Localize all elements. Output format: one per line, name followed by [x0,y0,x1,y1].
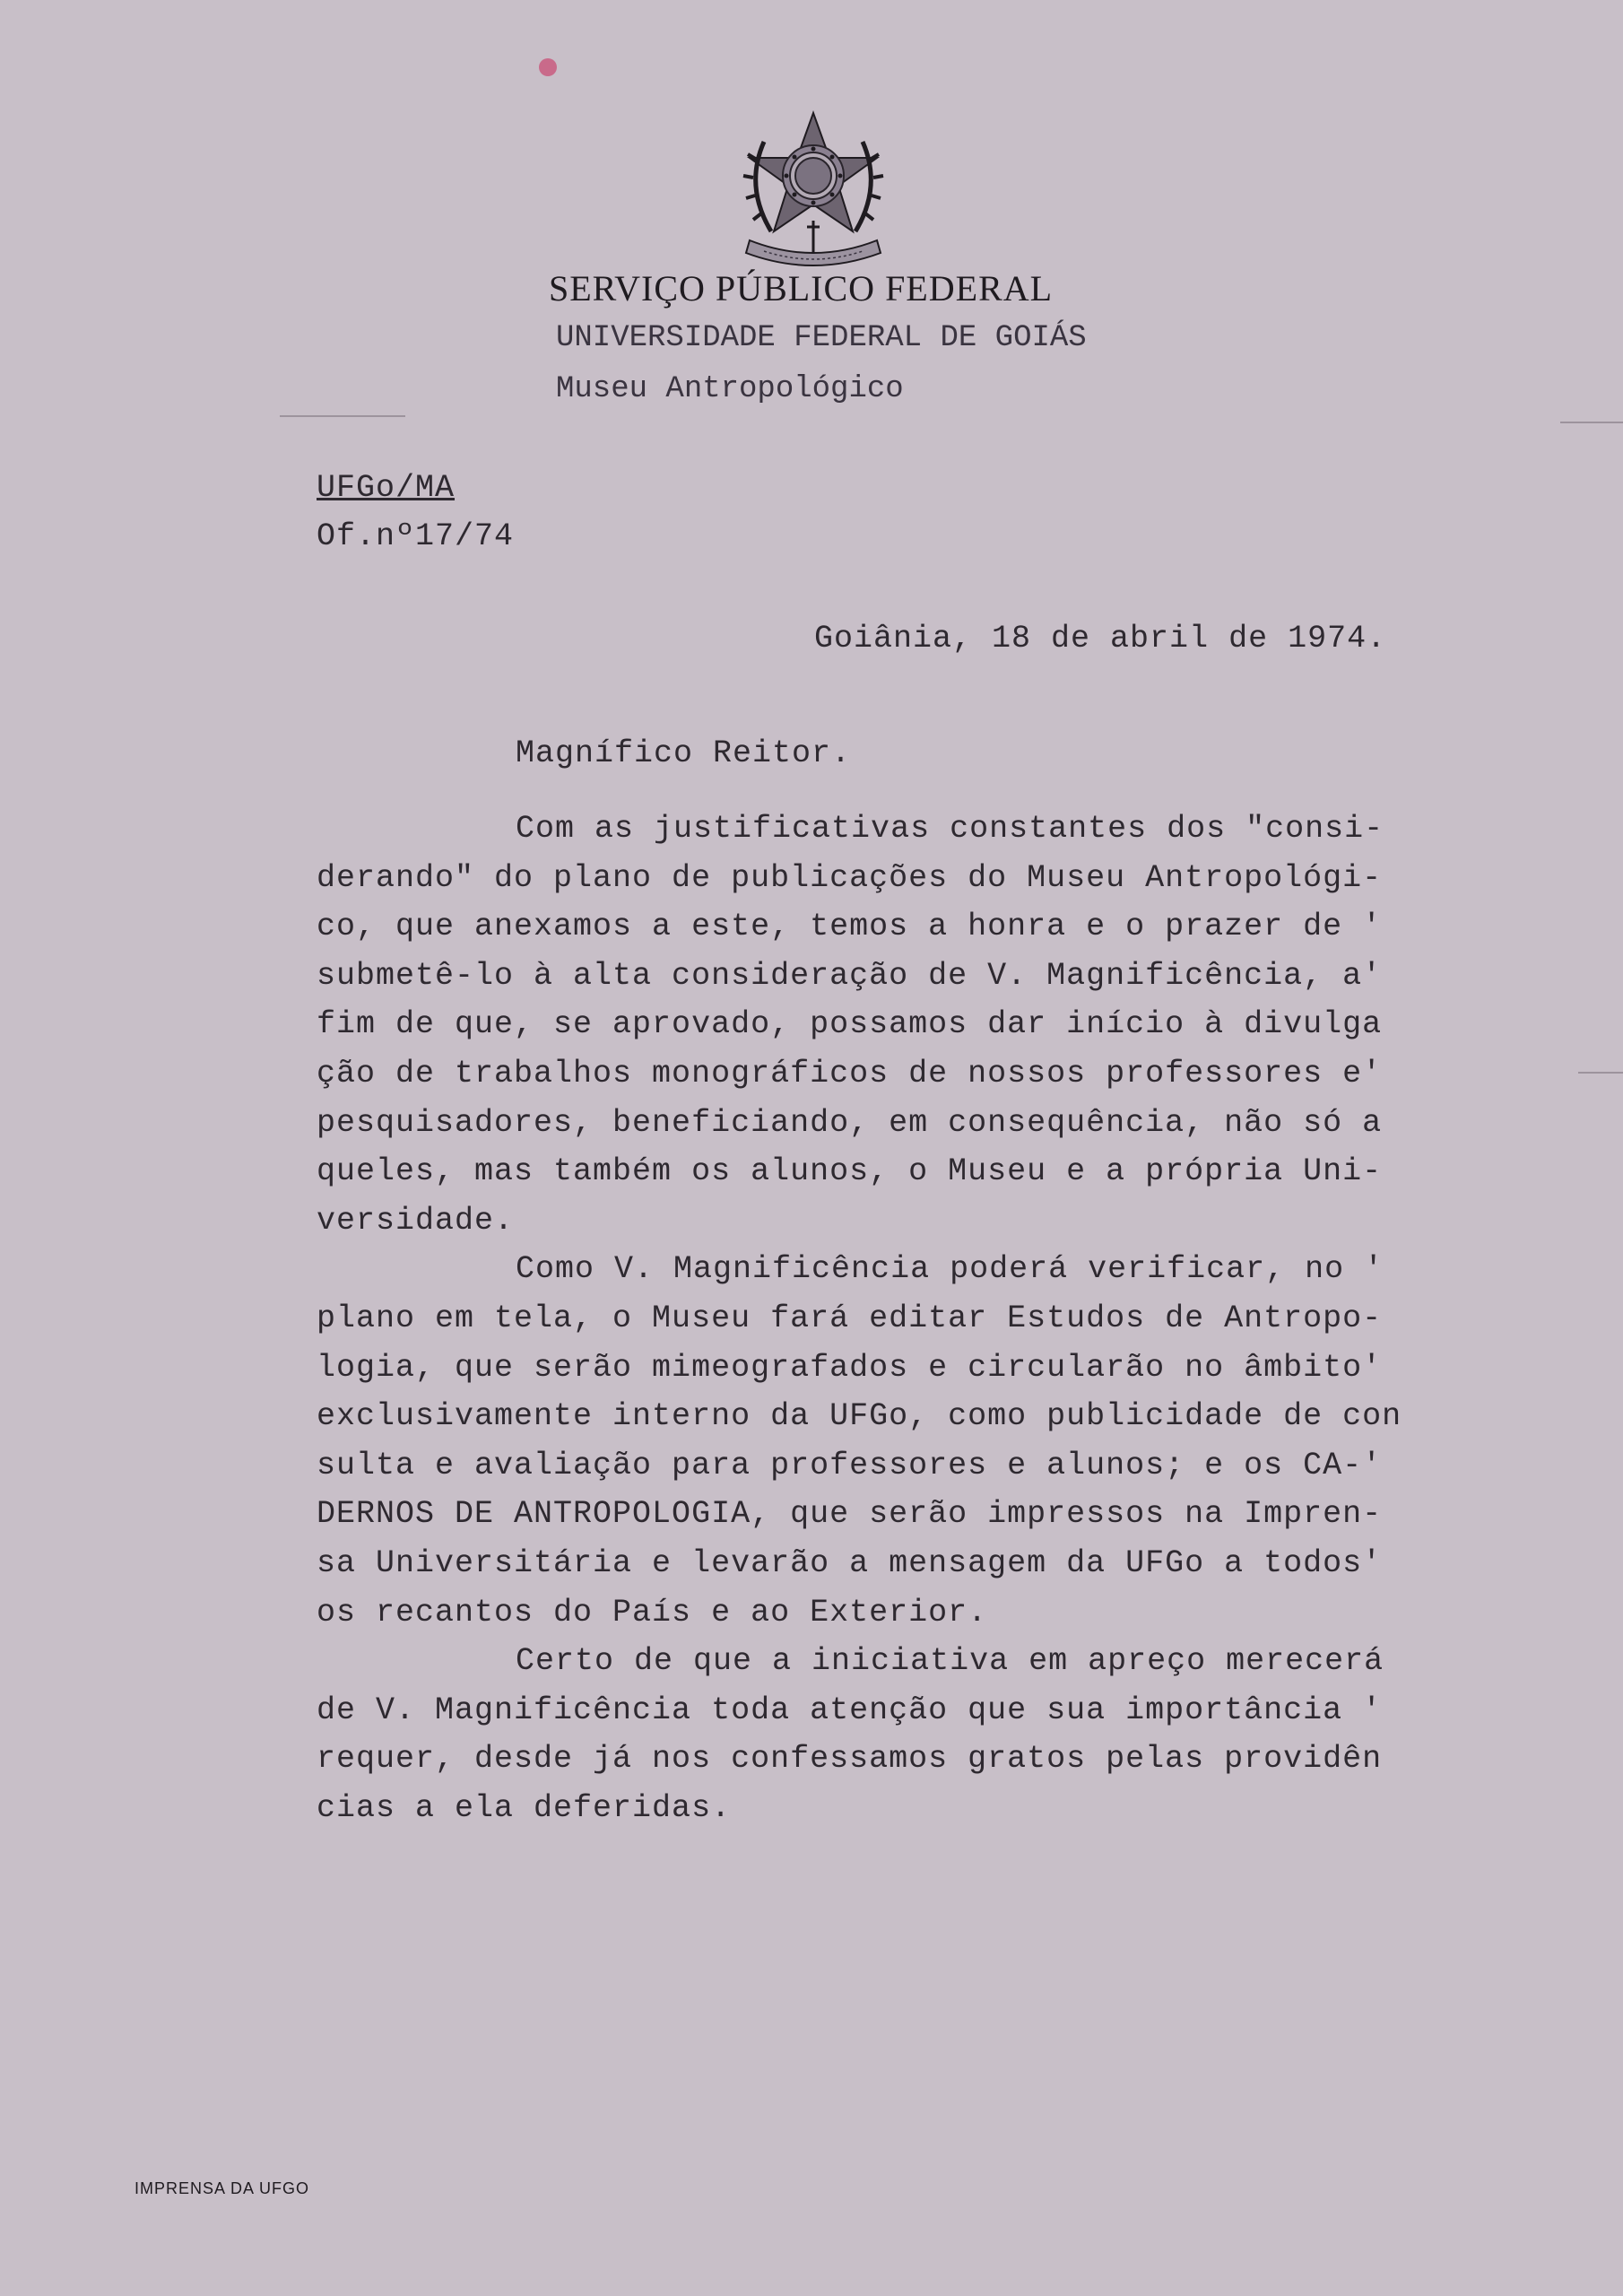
body-line: derando" do plano de publicações do Museu Antropológi- [317,859,1383,896]
body-line: co, que anexamos a este, temos a honra e o prazer de ' [317,909,1383,945]
body-line: Com as justificativas constantes dos "consi- [516,811,1384,847]
letter-body [317,804,1402,1832]
letterhead-museum: Museu Antropológico [556,372,904,406]
letterhead-university: UNIVERSIDADE FEDERAL DE GOIÁS [556,321,1087,355]
body-line: queles, mas também os alunos, o Museu e a própria Uni- [317,1153,1383,1190]
body-line: submetê-lo à alta consideração de V. Magnificência, a' [317,957,1383,994]
letterhead-service: SERVIÇO PÚBLICO FEDERAL [549,268,1054,309]
scan-mark [280,415,405,417]
body-line: sulta e avaliação para professores e alunos; e os CA-' [317,1447,1383,1483]
reference-sigla: UFGo/MA [317,470,456,506]
printer-imprint: IMPRENSA DA UFGO [135,2179,310,2197]
body-line: os recantos do País e ao Exterior. [317,1594,988,1631]
body-line: versidade. [317,1202,515,1239]
body-line: pesquisadores, beneficiando, em consequência, não só a [317,1104,1383,1141]
body-line: de V. Magnificência toda atenção que sua importância ' [317,1692,1383,1728]
body-line: requer, desde já nos confessamos gratos pelas providên [317,1741,1383,1778]
salutation: Magnífico Reitor. [516,735,852,771]
ink-spot [539,58,557,76]
coat-of-arms-icon [737,106,890,272]
body-line: plano em tela, o Museu fará editar Estudos de Antropo- [317,1300,1383,1336]
body-line: fim de que, se aprovado, possamos dar início à divulga [317,1006,1383,1043]
body-line: Como V. Magnificência poderá verificar, no ' [516,1251,1384,1288]
body-line: sa Universitária e levarão a mensagem da UFGo a todos' [317,1544,1383,1581]
scan-mark [1578,1072,1623,1074]
scan-mark [1560,422,1623,423]
body-line: Certo de que a iniciativa em apreço merecerá [516,1643,1384,1680]
body-line: cias a ela deferidas. [317,1789,732,1826]
body-line: DERNOS DE ANTROPOLOGIA, que serão impressos na Impren- [317,1496,1383,1533]
body-line: ção de trabalhos monográficos de nossos professores e' [317,1055,1383,1091]
reference-number: Of.nº17/74 [317,518,515,554]
letter-date: Goiânia, 18 de abril de 1974. [814,621,1387,657]
body-line: exclusivamente interno da UFGo, como publicidade de con [317,1398,1402,1435]
body-line: logia, que serão mimeografados e circularão no âmbito' [317,1349,1383,1386]
